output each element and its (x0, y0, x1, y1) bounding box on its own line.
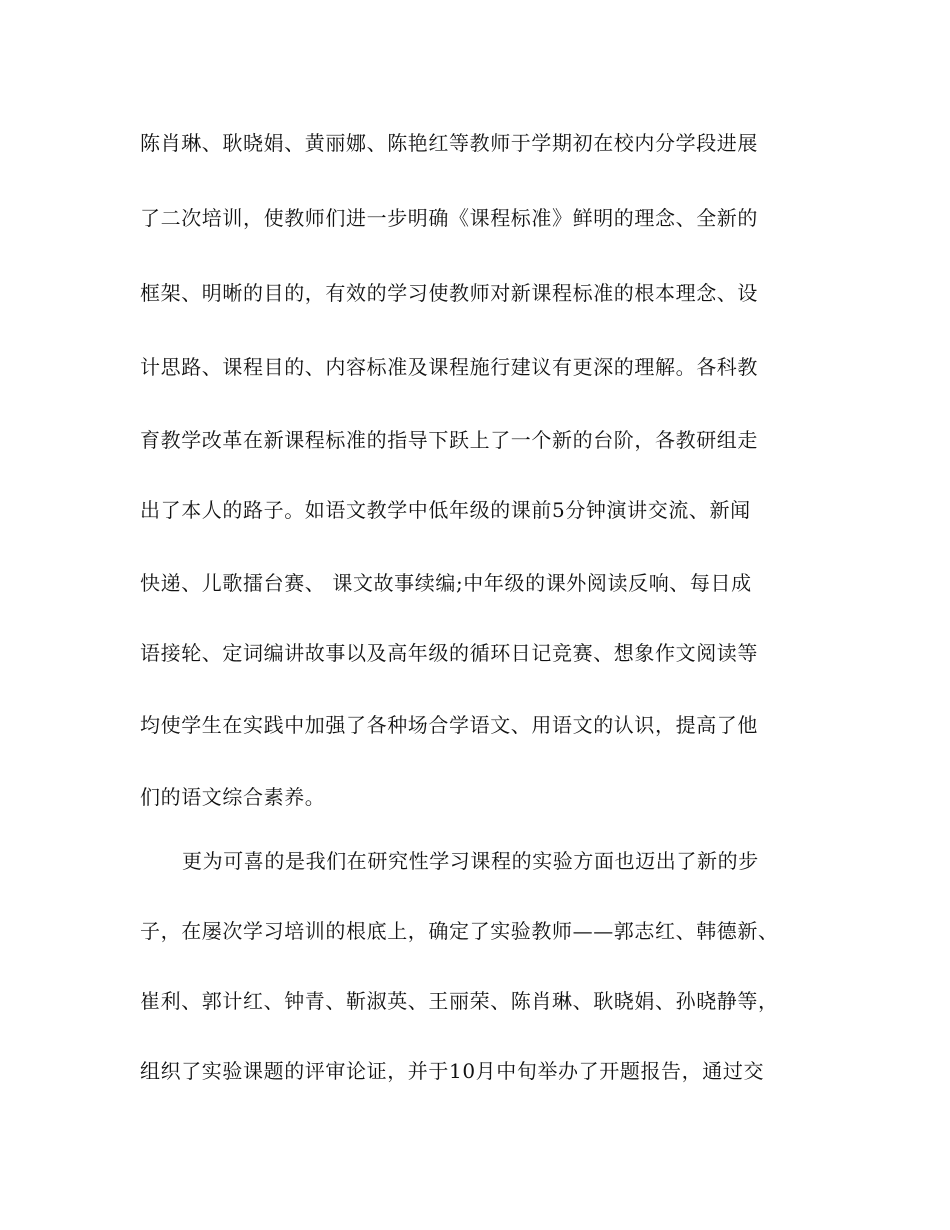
paragraph-line: 们的语文综合素养。 (140, 785, 326, 809)
paragraph-first-line: 更为可喜的是我们在研究性学习课程的实验方面也迈出了新的步 (182, 849, 759, 873)
paragraph-line: 均使学生在实践中加强了各种场合学语文、用语文的认识，提高了他 (140, 713, 758, 737)
paragraph-line: 框架、明晰的目的，有效的学习使教师对新课程标准的根本理念、设 (140, 281, 758, 305)
paragraph-line: 快递、儿歌擂台赛、 课文故事续编;中年级的课外阅读反响、每日成 (140, 571, 752, 595)
paragraph-line: 语接轮、定词编讲故事以及高年级的循环日记竞赛、想象作文阅读等 (140, 641, 758, 665)
paragraph-line: 育教学改革在新课程标准的指导下跃上了一个新的台阶，各教研组走 (140, 428, 758, 452)
paragraph-line: 组织了实验课题的评审论证，并于10月中旬举办了开题报告，通过交 (140, 1059, 765, 1083)
paragraph-line: 了二次培训，使教师们进一步明确《课程标准》鲜明的理念、全新的 (140, 206, 758, 230)
paragraph-line: 出了本人的路子。如语文教学中低年级的课前5分钟演讲交流、新闻 (140, 498, 751, 522)
paragraph-line: 崔利、郭计红、钟青、靳淑英、王丽荣、陈肖琳、耿晓娟、孙晓静等， (140, 989, 779, 1013)
paragraph-line: 计思路、课程目的、内容标准及课程施行建议有更深的理解。各科教 (140, 355, 758, 379)
paragraph-line: 子，在屡次学习培训的根底上，确定了实验教师——郭志红、韩德新、 (140, 919, 779, 943)
paragraph-line: 陈肖琳、耿晓娟、黄丽娜、陈艳红等教师于学期初在校内分学段进展 (140, 131, 758, 155)
